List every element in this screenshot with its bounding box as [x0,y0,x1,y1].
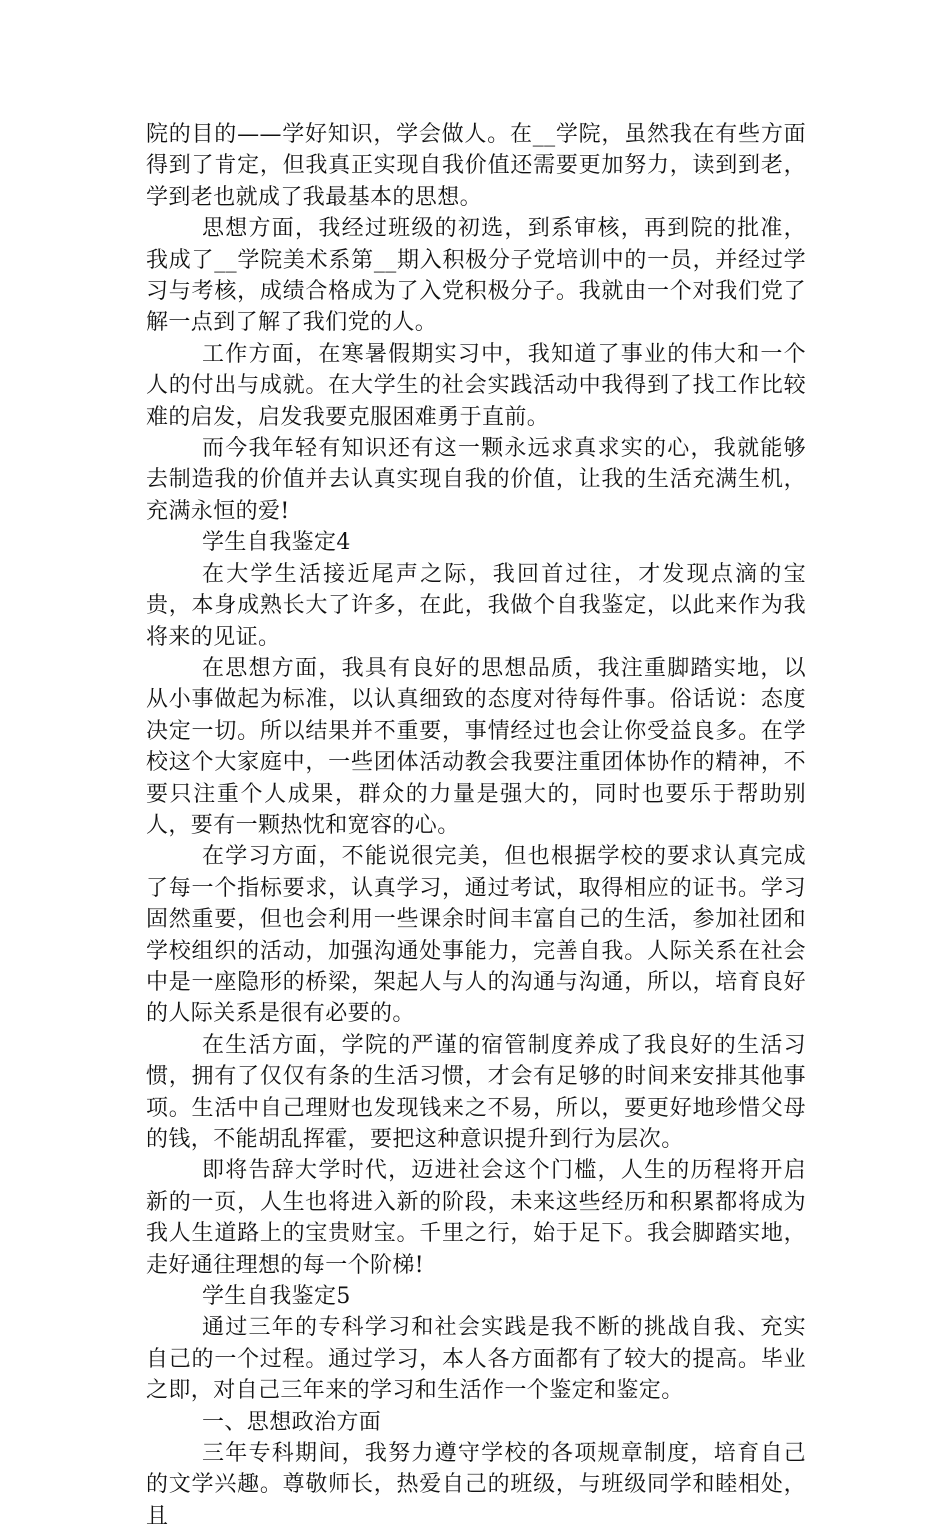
paragraph-continuation: 院的目的——学好知识，学会做人。在__学院，虽然我在有些方面得到了肯定，但我真正实现自我价值还需要更加努力，读到到老，学到老也就成了我最基本的思想。 [146,122,806,210]
paragraph-thought-4: 在思想方面，我具有良好的思想品质，我注重脚踏实地，以从小事做起为标准，以认真细致的态度对待每件事。俗话说：态度决定一切。所以结果并不重要，事情经过也会让你受益良多。在学校这个大家庭中，一些团体活动教会我要注重团体协作的精神，不要只注重个人成果，群众的力量是强大的，同时也要乐于帮助别人，要有一颗热忱和宽容的心。 [146,655,806,838]
paragraph-ideology: 思想方面，我经过班级的初选，到系审核，再到院的批准，我成了__学院美术系第__期入积极分子党培训中的一员，并经过学习与考核，成绩合格成为了入党积极分子。我就由一个对我们党了解一点到了解了我们党的人。 [146,216,806,336]
subsection-heading-politics: 一、思想政治方面 [202,1409,382,1435]
section-heading-4: 学生自我鉴定4 [202,530,351,556]
paragraph-politics: 三年专科期间，我努力遵守学校的各项规章制度，培育自己的文学兴趣。尊敬师长，热爱自己的班级，与班级同学和睦相处，且 [146,1441,806,1529]
paragraph-intro-5: 通过三年的专科学习和社会实践是我不断的挑战自我、充实自己的一个过程。通过学习，本人各方面都有了较大的提高。毕业之即，对自己三年来的学习和生活作一个鉴定和鉴定。 [146,1315,806,1404]
document-page [146,119,806,1532]
paragraph-life-4: 在生活方面，学院的严谨的宿管制度养成了我良好的生活习惯，拥有了仅仅有条的生活习惯，才会有足够的时间来安排其他事项。生活中自己理财也发现钱来之不易，所以，要更好地珍惜父母的钱，不能胡乱挥霍，要把这种意识提升到行为层次。 [146,1032,806,1152]
paragraph-conclusion: 而今我年轻有知识还有这一颗永远求真求实的心，我就能够去制造我的价值并去认真实现自我的价值，让我的生活充满生机，充满永恒的爱! [146,436,806,524]
paragraph-farewell-4: 即将告辞大学时代，迈进社会这个门槛，人生的历程将开启新的一页，人生也将进入新的阶段，未来这些经历和积累都将成为我人生道路上的宝贵财宝。千里之行，始于足下。我会脚踏实地，走好通往理想的每一个阶梯! [146,1158,806,1278]
paragraph-work: 工作方面，在寒暑假期实习中，我知道了事业的伟大和一个人的付出与成就。在大学生的社会实践活动中我得到了找工作比较难的启发，启发我要克服困难勇于直前。 [146,341,806,430]
paragraph-study-4: 在学习方面，不能说很完美，但也根据学校的要求认真完成了每一个指标要求，认真学习，通过考试，取得相应的证书。学习固然重要，但也会利用一些课余时间丰富自己的生活，参加社团和学校组织的活动，加强沟通处事能力，完善自我。人际关系在社会中是一座隐形的桥梁，架起人与人的沟通与沟通，所以，培育良好的人际关系是很有必要的。 [146,844,806,1027]
section-heading-5: 学生自我鉴定5 [202,1284,351,1310]
paragraph-intro-4: 在大学生活接近尾声之际，我回首过往，才发现点滴的宝贵，本身成熟长大了许多，在此，我做个自我鉴定，以此来作为我将来的见证。 [146,561,806,650]
